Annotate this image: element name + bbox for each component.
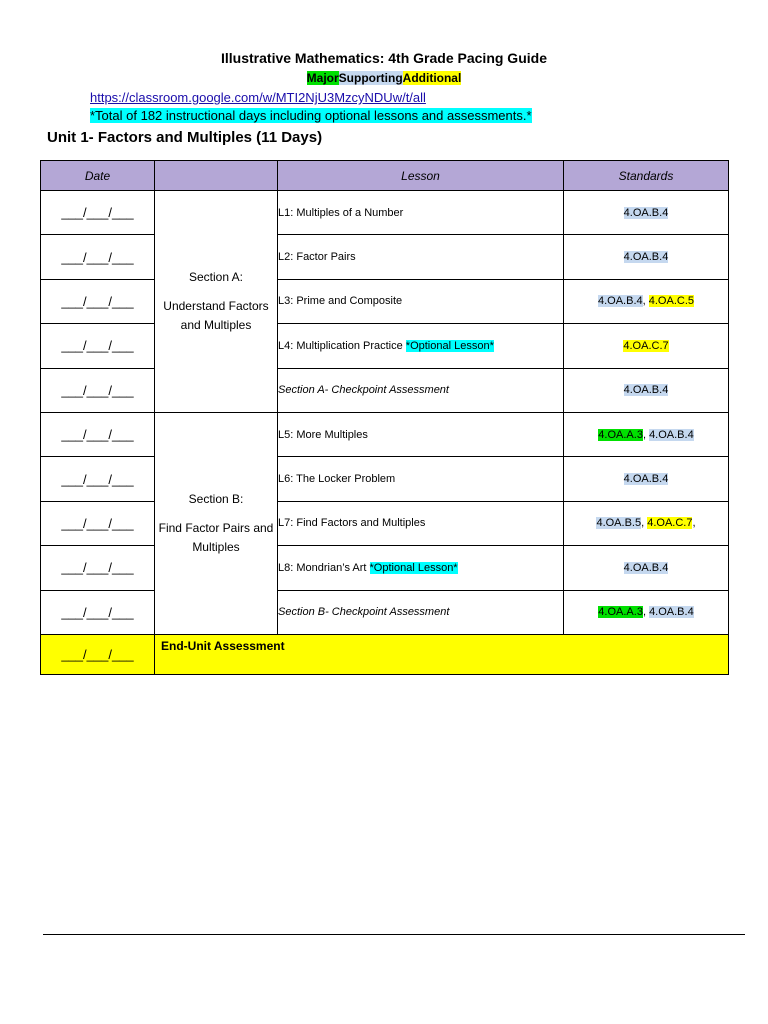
standards-cell [564,546,729,590]
standard-code: 4.OA.A.3 [598,606,643,619]
classroom-link[interactable]: https://classroom.google.com/w/MTI2NjU3MzcyNDUw/t/all [90,90,426,105]
optional-lesson-tag: *Optional Lesson* [405,339,494,352]
lesson-title: L4: Multiplication Practice [278,339,403,352]
lesson-column-header: Lesson [278,161,564,191]
date-field[interactable]: ___/___/___ [41,324,155,368]
end-unit-label: End-Unit Assessment [155,634,729,674]
standards-cell [564,279,729,323]
table-row [41,368,729,412]
standards-cell [564,457,729,501]
table-row [41,279,729,323]
lesson-title: L7: Find Factors and Multiples [278,517,426,530]
lesson-cell [278,546,564,590]
section-title: Understand Factors and Multiples [163,298,269,332]
standard-code: 4.OA.B.4 [623,251,669,264]
date-field[interactable]: ___/___/___ [41,634,155,674]
standard-code: 4.OA.B.4 [623,384,669,397]
standard-code: 4.OA.B.4 [623,473,669,486]
lesson-cell [278,279,564,323]
lesson-title: Section A- Checkpoint Assessment [278,384,449,397]
legend-major: Major [306,71,339,85]
lesson-title: L6: The Locker Problem [278,473,396,486]
table-row [41,457,729,501]
lesson-cell [278,235,564,279]
lesson-cell [278,590,564,634]
standards-cell [564,235,729,279]
standard-code: 4.OA.B.4 [649,428,694,441]
date-field[interactable]: ___/___/___ [41,368,155,412]
table-row [41,324,729,368]
standard-code: 4.OA.C.7 [623,339,669,352]
table-header-row [41,161,729,191]
section-a-cell [155,191,278,413]
standards-column-header: Standards [564,161,729,191]
standards-legend [0,71,768,85]
lesson-cell [278,501,564,545]
standard-code: 4.OA.C.5 [648,295,694,308]
pacing-table [40,160,729,675]
standard-code: 4.OA.B.4 [623,561,669,574]
date-field[interactable]: ___/___/___ [41,235,155,279]
section-b-cell [155,412,278,634]
standard-code: 4.OA.B.4 [597,295,643,308]
lesson-cell [278,412,564,456]
footer-divider [43,934,745,935]
lesson-title: Section B- Checkpoint Assessment [278,606,450,619]
standard-code: 4.OA.B.4 [623,206,669,219]
section-title: Find Factor Pairs and Multiples [158,520,274,554]
lesson-cell [278,191,564,235]
lesson-cell [278,457,564,501]
standard-code: 4.OA.C.7 [647,517,693,530]
legend-supporting: Supporting [338,71,403,85]
end-unit-row [41,634,729,674]
standard-code: 4.OA.B.5 [596,517,642,530]
lesson-cell [278,324,564,368]
optional-lesson-tag: *Optional Lesson* [369,561,458,574]
section-name: Section B: [188,491,244,506]
date-field[interactable]: ___/___/___ [41,412,155,456]
table-row [41,412,729,456]
section-name: Section A: [188,269,244,284]
lesson-title: L1: Multiples of a Number [278,206,404,219]
date-field[interactable]: ___/___/___ [41,191,155,235]
table-row [41,191,729,235]
table-row [41,546,729,590]
date-field[interactable]: ___/___/___ [41,590,155,634]
date-field[interactable]: ___/___/___ [41,546,155,590]
section-column-header [155,161,278,191]
standards-cell [564,412,729,456]
standards-separator: , [641,517,648,530]
lesson-title: L3: Prime and Composite [278,295,403,308]
standards-cell [564,368,729,412]
standards-trailing-comma: , [692,517,696,530]
legend-additional: Additional [402,71,462,85]
date-column-header: Date [41,161,155,191]
standards-cell [564,590,729,634]
standard-code: 4.OA.B.4 [649,606,694,619]
date-field[interactable]: ___/___/___ [41,501,155,545]
standards-separator: , [642,428,650,441]
lesson-title: L2: Factor Pairs [278,251,356,264]
standards-cell [564,191,729,235]
instructional-days-note: *Total of 182 instructional days including optional lessons and assessments.* [90,108,532,123]
unit-heading: Unit 1- Factors and Multiples (11 Days) [47,129,323,146]
page-title: Illustrative Mathematics: 4th Grade Pacing Guide [221,50,547,66]
table-row [41,501,729,545]
date-field[interactable]: ___/___/___ [41,457,155,501]
date-field[interactable]: ___/___/___ [41,279,155,323]
standards-cell [564,324,729,368]
lesson-cell [278,368,564,412]
standards-cell [564,501,729,545]
standards-separator: , [642,606,650,619]
lesson-title: L8: Mondrian’s Art [278,561,367,574]
standard-code: 4.OA.A.3 [598,428,643,441]
table-row [41,235,729,279]
table-row [41,590,729,634]
lesson-title: L5: More Multiples [278,428,368,441]
standards-separator: , [642,295,649,308]
